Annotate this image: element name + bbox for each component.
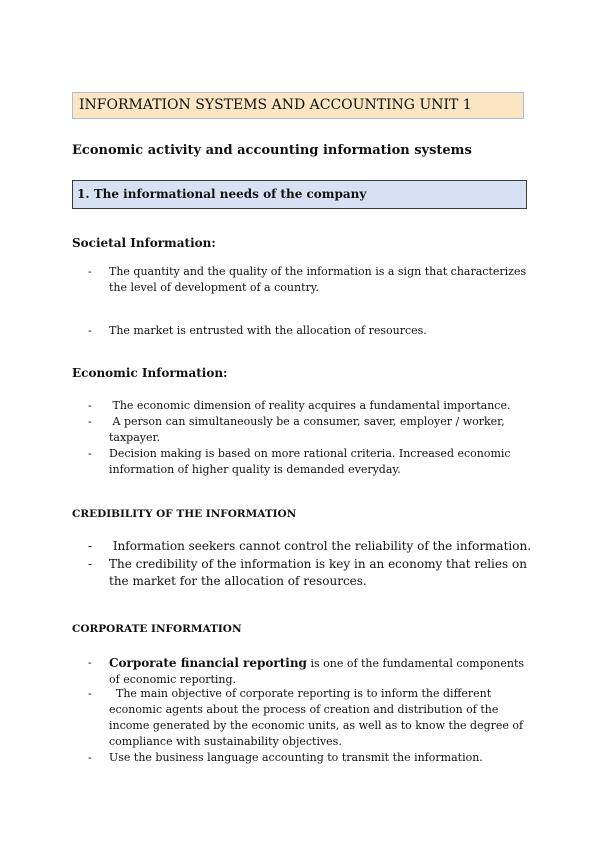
bullet-dash: -: [88, 265, 92, 278]
economic-heading: Economic Information:: [72, 366, 228, 380]
bullet-dash: -: [88, 557, 93, 571]
list-item-text: The economic dimension of reality acquires a fundamental importance.: [109, 399, 511, 412]
list-item: [88, 655, 528, 688]
bullet-dash: -: [88, 687, 92, 700]
bullet-dash: -: [88, 415, 92, 428]
list-item-text: [109, 655, 528, 688]
list-item-text: The main objective of corporate reporting is to inform the different economic agents about the process of creation and distribution of the income generated by the economic units, as well as to know the degree of compliance with sustainability objectives.: [109, 687, 527, 748]
list-item: [88, 264, 528, 296]
list-item-text: A person can simultaneously be a consumer, saver, employer / worker, taxpayer.: [109, 415, 509, 444]
bullet-dash: -: [88, 447, 92, 460]
list-item: [88, 446, 528, 478]
list-item-text: Use the business language accounting to transmit the information.: [109, 751, 483, 764]
list-item-text: Decision making is based on more rational criteria. Increased economic information of higher quality is demanded everyday.: [109, 447, 511, 476]
list-item-text: The credibility of the information is key in an economy that relies on the market for the allocation of resources.: [109, 557, 527, 588]
list-item-text: Information seekers cannot control the reliability of the information.: [109, 539, 532, 553]
list-item-text: The market is entrusted with the allocation of resources.: [109, 324, 427, 337]
bullet-dash: -: [88, 324, 92, 337]
corporate-heading: CORPORATE INFORMATION: [72, 623, 242, 635]
list-item: [88, 323, 528, 339]
bullet-dash: -: [88, 751, 92, 764]
bullet-dash: -: [88, 656, 92, 669]
list-item: [88, 750, 528, 766]
list-item-text: The quantity and the quality of the information is a sign that characterizes the level of development of a country.: [109, 265, 527, 294]
bullet-dash: -: [88, 399, 92, 412]
list-item: [88, 398, 528, 414]
list-item: [88, 414, 528, 446]
corporate-reporting-rest: is one of the fundamental components of economic reporting.: [109, 657, 525, 686]
corporate-reporting-term: Corporate financial reporting: [109, 656, 307, 670]
document-title: INFORMATION SYSTEMS AND ACCOUNTING UNIT 1: [72, 92, 524, 119]
credibility-heading: CREDIBILITY OF THE INFORMATION: [72, 508, 297, 520]
list-item: [88, 556, 528, 590]
list-item: [88, 686, 528, 750]
societal-heading: Societal Information:: [72, 236, 216, 250]
document-subtitle: Economic activity and accounting information systems: [72, 143, 472, 158]
section-heading: 1. The informational needs of the company: [72, 180, 527, 209]
list-item: [88, 538, 532, 555]
bullet-dash: -: [88, 539, 93, 553]
